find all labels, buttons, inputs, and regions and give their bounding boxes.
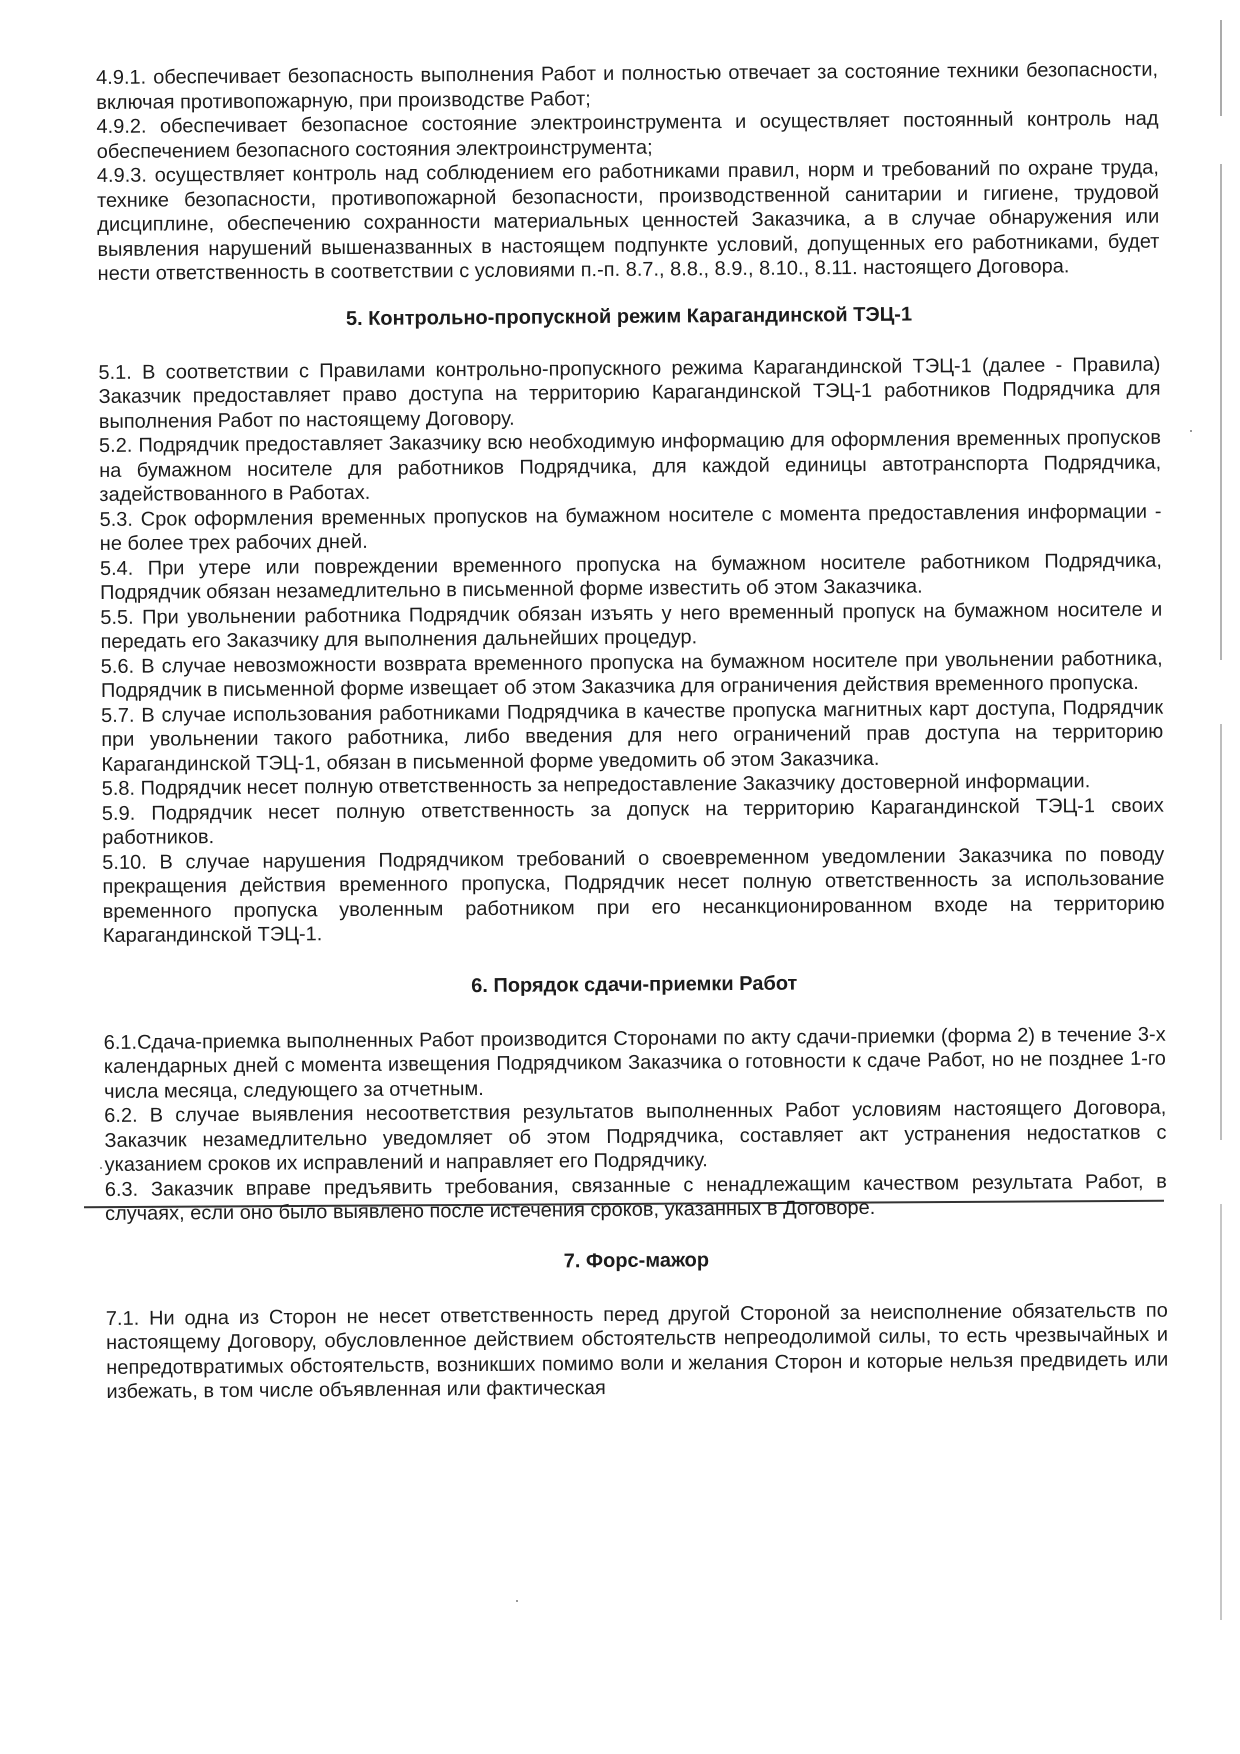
document-body: [96, 58, 1168, 1405]
section-7-heading: 7. Форс-мажор: [563, 1248, 710, 1272]
section-6-heading: 6. Порядок сдачи-приемки Работ: [471, 972, 798, 997]
paragraph-6-1: 6.1.Сдача-приемка выполненных Работ производится Сторонами по акту сдачи-приемки (форма 2) в течение 3-х календарных дней с момента извещения Подрядчиком Заказчика о готовности к сдаче Работ, но не позднее 1-го числа месяца, следующего за отчетным.: [103, 1023, 1166, 1103]
paragraph-4-9-2: 4.9.2. обеспечивает безопасное состояние электроинструмента и осуществляет постоянный контроль над обеспечением безопасного состояния электроинструмента;: [96, 107, 1159, 163]
scan-speck: [1190, 430, 1192, 432]
paragraph-5-9: 5.9. Подрядчик несет полную ответственность за допуск на территорию Карагандинской ТЭЦ-1 своих работников.: [101, 794, 1164, 849]
paragraph-5-8: 5.8. Подрядчик несет полную ответственность за непредоставление Заказчику достоверной информации.: [101, 770, 1091, 800]
paragraph-5-6: 5.6. В случае невозможности возврата временного пропуска на бумажном носителе при увольнении работника, Подрядчик в письменной форме извещает об этом Заказчика для ограничения действия временного пропуска.: [100, 647, 1163, 702]
paragraph-5-5: 5.5. При увольнении работника Подрядчик обязан изъять у него временный пропуск на бумажном носителе и передать его Заказчику для выполнения дальнейших процедур.: [100, 598, 1163, 653]
paragraph-5-7: 5.7. В случае использования работниками Подрядчика в качестве пропуска магнитных карт доступа, Подрядчик при увольнении такого работника, либо введения для него ограничений прав доступа на территорию Карагандинской ТЭЦ-1, обязан в письменной форме уведомить об этом Заказчика.: [101, 696, 1164, 776]
scan-speck: [516, 1600, 518, 1602]
paragraph-5-1: 5.1. В соответствии с Правилами контрольно-пропускного режима Карагандинской ТЭЦ-1 (далее - Правила) Заказчик предоставляет право доступа на территорию Карагандинской ТЭЦ-1 работников Подрядчика для выполнения Работ по настоящему Договору.: [98, 353, 1161, 433]
scan-edge-mark: [1220, 20, 1222, 1620]
paragraph-4-9-3: 4.9.3. осуществляет контроль над соблюдением его работниками правил, норм и требований по охране труда, технике безопасности, противопожарной безопасности, производственной санитарии и гигиене, трудовой дисциплине, обеспечению сохранности материальных ценностей Заказчика, а в случае обнаружения или выявления нарушений вышеназванных в настоящем подпункте условий, допущенных его работниками, будет нести ответственность в соответствии с условиями п.-п. 8.7., 8.8., 8.9., 8.10., 8.11. настоящего Договора.: [96, 156, 1160, 285]
scan-speck: [100, 1167, 102, 1169]
paragraph-6-3: 6.3. Заказчик вправе предъявить требования, связанные с ненадлежащим качеством результата Работ, в случаях, если оно было выявлено после истечения сроков, указанных в Договоре.: [104, 1170, 1167, 1225]
paragraph-5-3: 5.3. Срок оформления временных пропусков на бумажном носителе с момента предоставления информации - не более трех рабочих дней.: [99, 500, 1162, 555]
paragraph-5-10: 5.10. В случае нарушения Подрядчиком требований о своевременном уведомлении Заказчика по поводу прекращения действия временного пропуска, Подрядчик несет полную ответственность за использование временного пропуска уволенным работником при его несанкционированном входе на территорию Карагандинской ТЭЦ-1.: [102, 843, 1165, 947]
paragraph-5-2: 5.2. Подрядчик предоставляет Заказчику всю необходимую информацию для оформления временных пропусков на бумажном носителе для работников Подрядчика, для каждой единицы автотранспорта Подрядчика, задействованного в Работах.: [98, 426, 1162, 506]
paragraph-6-2: 6.2. В случае выявления несоответствия результатов выполненных Работ условиям настоящего Договора, Заказчик незамедлительно уведомляет об этом Подрядчика, составляет акт устранения недостатков с указанием сроков их исправлений и направляет его Подрядчику.: [104, 1096, 1167, 1176]
paragraph-4-9-1: 4.9.1. обеспечивает безопасность выполнения Работ и полностью отвечает за состояние техники безопасности, включая противопожарную, при производстве Работ;: [96, 58, 1159, 114]
paragraph-5-4: 5.4. При утере или повреждении временного пропуска на бумажном носителе работником Подрядчика, Подрядчик обязан незамедлительно в письменной форме известить об этом Заказчика.: [99, 549, 1163, 604]
paragraph-7-1: 7.1. Ни одна из Сторон не несет ответственность перед другой Стороной за неисполнение обязательств по настоящему Договору, обусловленное действием обстоятельств непреодолимой силы, то есть чрезвычайных и непредотвратимых обстоятельств, возникших помимо воли и желания Сторон и которые нельзя предвидеть или избежать, в том числе объявленная или фактическая: [105, 1299, 1169, 1403]
section-5-heading: 5. Контрольно-пропускной режим Карагандинской ТЭЦ-1: [345, 303, 913, 330]
